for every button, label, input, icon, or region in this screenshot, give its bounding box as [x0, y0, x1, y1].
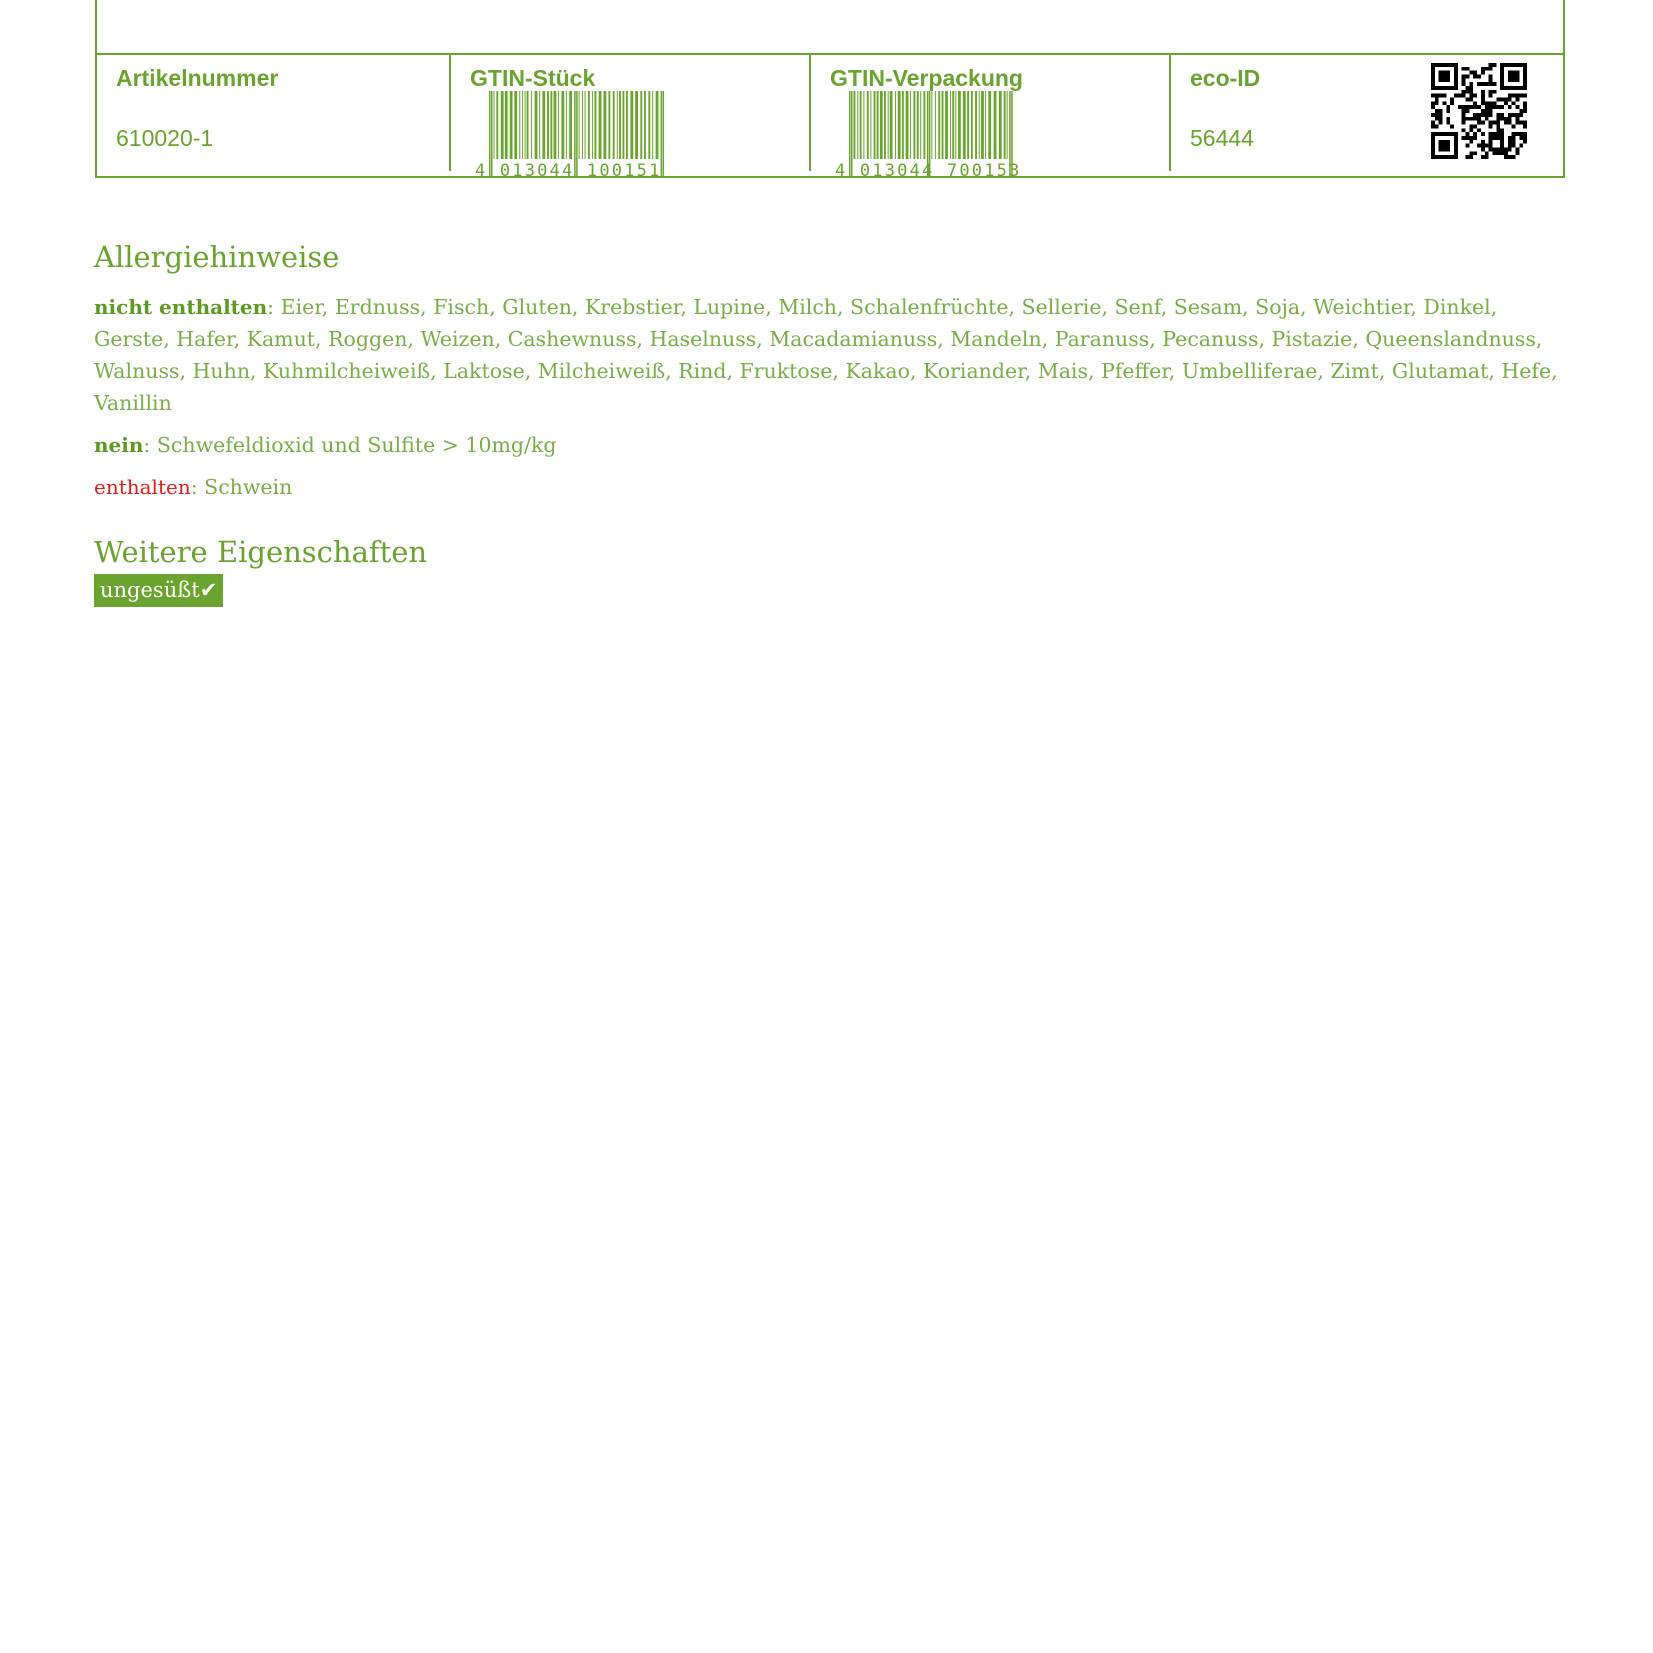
contained-paragraph: enthalten: Schwein [94, 474, 293, 499]
not-contained-paragraph: nicht enthalten: Eier, Erdnuss, Fisch, Gluten, Krebstier, Lupine, Milch, Schalenfrüchte, Sellerie, Senf, Sesam, Soja, Weichtier, Dinkel, Gerste, Hafer, Kamut, Roggen, Weizen, Cashewnuss, Haselnuss, Macadamianuss, Mandeln, Paranuss, Pecanuss, Pistazie, Queenslandnuss, Walnuss, Huhn, Kuhmilcheiweiß, Laktose, Milcheiweiß, Rind, Fruktose, Kakao, Koriander, Mais, Pfeffer, Umbelliferae, Zimt, Glutamat, Hefe, Vanillin [94, 294, 1558, 415]
gtin-piece-cell [451, 55, 811, 179]
eco-id-label: eco-ID [1190, 65, 1261, 91]
product-info-row [97, 53, 1563, 179]
eco-id-value: 56444 [1190, 125, 1254, 151]
unsweetened-tag-label: ungesüßt [100, 577, 200, 602]
article-number-label: Artikelnummer [116, 65, 279, 91]
contained-list: Schwein [204, 474, 293, 499]
allergy-section [94, 240, 1564, 513]
not-contained-list: Eier, Erdnuss, Fisch, Gluten, Krebstier, Lupine, Milch, Schalenfrüchte, Sellerie, Senf, Sesam, Soja, Weichtier, Dinkel, Gerste, Hafer, Kamut, Roggen, Weizen, Cashewnuss, Haselnuss, Macadamianuss, Mandeln, Paranuss, Pecanuss, Pistazie, Queenslandnuss, Walnuss, Huhn, Kuhmilcheiweiß, Laktose, Milcheiweiß, Rind, Fruktose, Kakao, Koriander, Mais, Pfeffer, Umbelliferae, Zimt, Glutamat, Hefe, Vanillin [94, 294, 1558, 415]
no-list: Schwefeldioxid und Sulfite > 10mg/kg [156, 432, 557, 457]
properties-section [94, 535, 1564, 607]
properties-heading: Weitere Eigenschaften [94, 535, 428, 569]
qr-code [1431, 63, 1527, 159]
article-number-cell [97, 55, 451, 171]
gtin-package-barcode [831, 91, 1031, 179]
article-number-value: 610020-1 [116, 125, 214, 151]
no-label: nein [94, 432, 144, 457]
product-info-table [95, 0, 1565, 178]
gtin-package-cell [811, 55, 1171, 179]
allergy-heading: Allergiehinweise [94, 240, 340, 274]
gtin-package-label: GTIN-Verpackung [830, 65, 1023, 91]
gtin-piece-barcode [471, 91, 671, 179]
gtin-piece-number: 4 013044 100151 [475, 161, 662, 179]
checkmark-icon: ✔ [199, 577, 218, 602]
eco-id-cell [1171, 55, 1563, 171]
contained-label: enthalten [94, 474, 191, 499]
unsweetened-tag [94, 574, 223, 607]
gtin-piece-label: GTIN-Stück [470, 65, 596, 91]
not-contained-label: nicht enthalten [94, 294, 268, 319]
no-paragraph: nein: Schwefeldioxid und Sulfite > 10mg/kg [94, 432, 557, 457]
gtin-package-number: 4 013044 700153 [835, 161, 1022, 179]
